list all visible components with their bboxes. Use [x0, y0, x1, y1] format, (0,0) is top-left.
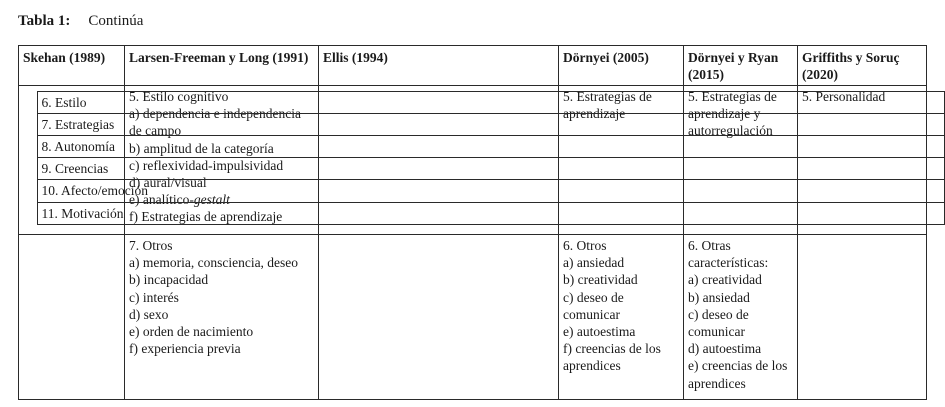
cell-line-prefix: e) analítico-: [129, 192, 194, 208]
sub-item-estilo: 6. Estilo: [37, 91, 944, 113]
header-ellis: Ellis (1994): [319, 46, 559, 86]
cell-line: d) autoestima: [688, 341, 762, 357]
table-row: [19, 235, 927, 400]
cell-line: e) creencias de los aprendices: [688, 358, 788, 391]
cell-line: b) creatividad: [563, 272, 638, 288]
cell-line: f) creencias de los aprendices: [563, 341, 661, 374]
header-larsen-freeman: Larsen-Freeman y Long (1991): [125, 46, 319, 86]
header-dornyei: Dörnyei (2005): [559, 46, 684, 86]
cell-r2-larsen-freeman: [125, 235, 319, 400]
cell-r2-ellis: [319, 235, 559, 400]
comparison-table: [18, 45, 927, 400]
cell-line: c) deseo de comunicar: [563, 289, 624, 322]
cell-line: 5. Estilo cognitivo: [129, 89, 229, 104]
cell-line: a) memoria, consciencia, deseo: [129, 255, 299, 271]
cell-line: b) amplitud de la categoría: [129, 140, 274, 156]
caption-text: Continúa: [88, 13, 144, 29]
sub-item-afecto: 10. Afecto/emoción: [37, 180, 944, 202]
cell-line: 5. Estrategias de aprendizaje: [563, 89, 652, 122]
cell-line: d) sexo: [129, 306, 169, 322]
cell-line: d) aural/visual: [129, 175, 207, 191]
cell-r2-dornyei-ryan: [684, 235, 798, 400]
cell-line: c) interés: [129, 289, 179, 305]
cell-line: 5. Personalidad: [802, 89, 886, 104]
cell-line: a) dependencia e independencia de campo: [129, 106, 302, 139]
cell-line: c) deseo de comunicar: [688, 306, 749, 340]
header-skehan: Skehan (1989): [19, 46, 125, 86]
cell-line: b) ansiedad: [688, 289, 750, 305]
sub-item-motivacion: 11. Motivación: [41, 205, 124, 221]
cell-line: 6. Otras características:: [688, 238, 769, 271]
sub-item-estrategias: 7. Estrategias: [37, 113, 944, 135]
sub-item-autonomia: 8. Autonomía: [37, 135, 944, 157]
cell-line: f) Estrategias de aprendizaje: [129, 209, 283, 225]
cell-r2-dornyei: [559, 235, 684, 400]
griffiths-subtable: [37, 91, 945, 225]
cell-line: a) ansiedad: [563, 255, 625, 271]
cell-line-italic: gestalt: [193, 192, 230, 208]
cell-r2-skehan: [19, 235, 125, 400]
cell-line: e) orden de nacimiento: [129, 324, 254, 340]
header-dornyei-ryan: Dörnyei y Ryan (2015): [684, 46, 798, 86]
header-griffiths-soruc: Griffiths y Soruç (2020): [798, 46, 927, 86]
table-caption: [18, 10, 143, 31]
cell-line: 5. Estrategias de aprendizaje y autorregulación: [688, 89, 777, 139]
cell-line: 6. Otros: [563, 238, 607, 253]
cell-line: c) reflexividad-impulsividad: [129, 157, 284, 173]
caption-label: Tabla 1:: [18, 13, 71, 29]
cell-line: f) experiencia previa: [129, 341, 241, 357]
cell-line: 7. Otros: [129, 238, 173, 253]
cell-line: e) autoestima: [563, 324, 636, 340]
sub-item-creencias: 9. Creencias: [37, 158, 944, 180]
cell-line: b) incapacidad: [129, 272, 209, 288]
cell-line: a) creatividad: [688, 272, 762, 288]
header-row: [19, 46, 927, 86]
